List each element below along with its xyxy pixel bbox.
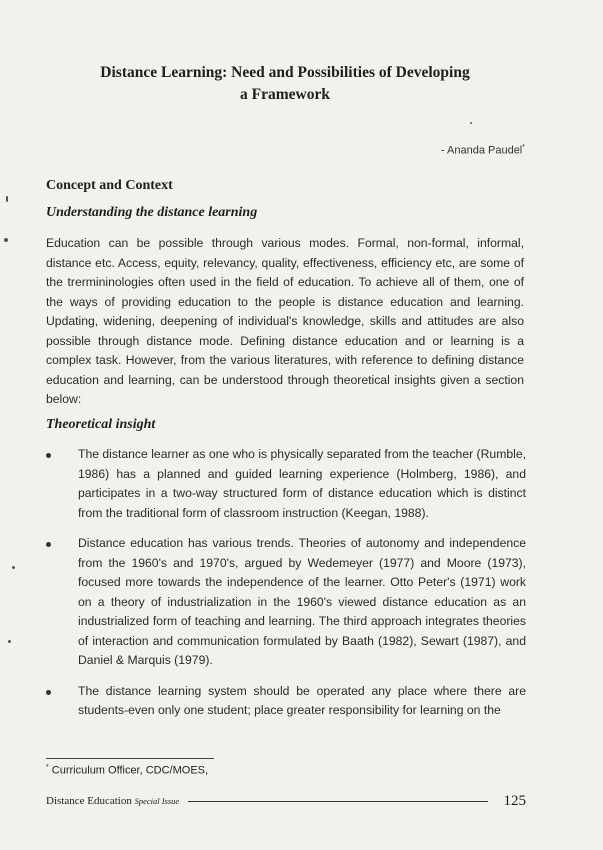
footnote-divider [46,758,214,759]
footer-journal [46,795,179,807]
footnote [46,764,208,777]
bullet-icon [46,690,51,695]
intro-paragraph: Education can be possible through various modes. Formal, non-formal, informal, distance etc. Access, equity, relevancy, quality, effectiveness, efficiency etc, are some of the trermininologies often used in the field of education. To achieve all of them, one of the ways of providing education to the people is distance education and learning. Updating, widening, deepening of individual's knowledge, skills and attitudes are also possible through distance mode. Defining distance education and or learning is a complex task. However, from the various literatures, with reference to defining distance education and learning, can be understood through theoretical insights given a section below: [46,236,524,406]
list-item [46,682,526,721]
footnote-mark: * [46,764,49,771]
bullet-list [46,445,526,732]
bullet-text: The distance learning system should be operated any place where there are students-even only one student; place greater responsibility for learning on the [78,683,526,717]
footer-divider [188,801,488,802]
bullet-text: Distance education has various trends. Theories of autonomy and independence from the 1960's and 1970's, argued by Wedemeyer (1977) and Moore (1973), focused more towards the independence of the learner. Otto Peter's (1971) work on a theory of industrialization in the 1960's viewed distance education as an industrialized form of teaching and learning. The third approach integrates theories of interaction and communication formulated by Baath (1982), Sewart (1987), and Daniel & Marquis (1979). [78,536,526,667]
subheading-theoretical: Theoretical insight [46,417,156,432]
author-footnote-mark: * [522,144,525,151]
list-item [46,534,526,671]
footnote-text: Curriculum Officer, CDC/MOES, [51,764,209,777]
author-byline [441,144,525,157]
bullet-text: The distance learner as one who is physically separated from the teacher (Rumble, 1986) has a planned and guided learning experience (Holmberg, 1986), and participates in a two-way structured form of distance education which is distinct from the traditional form of classroom instruction (Keegan, 1988). [78,447,526,520]
list-item [46,445,526,523]
article-title [60,62,510,106]
title-line-2: a Framework [240,86,330,103]
bullet-icon [46,542,51,547]
scan-artifact [6,196,8,202]
journal-name: Distance Education [46,795,132,807]
scan-artifact [470,122,472,124]
scan-artifact [4,238,8,242]
scan-artifact [12,566,15,569]
section-heading: Concept and Context [46,178,173,193]
page-footer [46,793,526,813]
bullet-icon [46,453,51,458]
page-number: 125 [503,793,526,809]
journal-issue: Special Issue [134,796,180,806]
subheading-understanding: Understanding the distance learning [46,205,258,220]
author-name: - Ananda Paudel [440,144,523,157]
scan-artifact [8,640,11,643]
title-line-1: Distance Learning: Need and Possibilities of Developing [100,64,470,81]
